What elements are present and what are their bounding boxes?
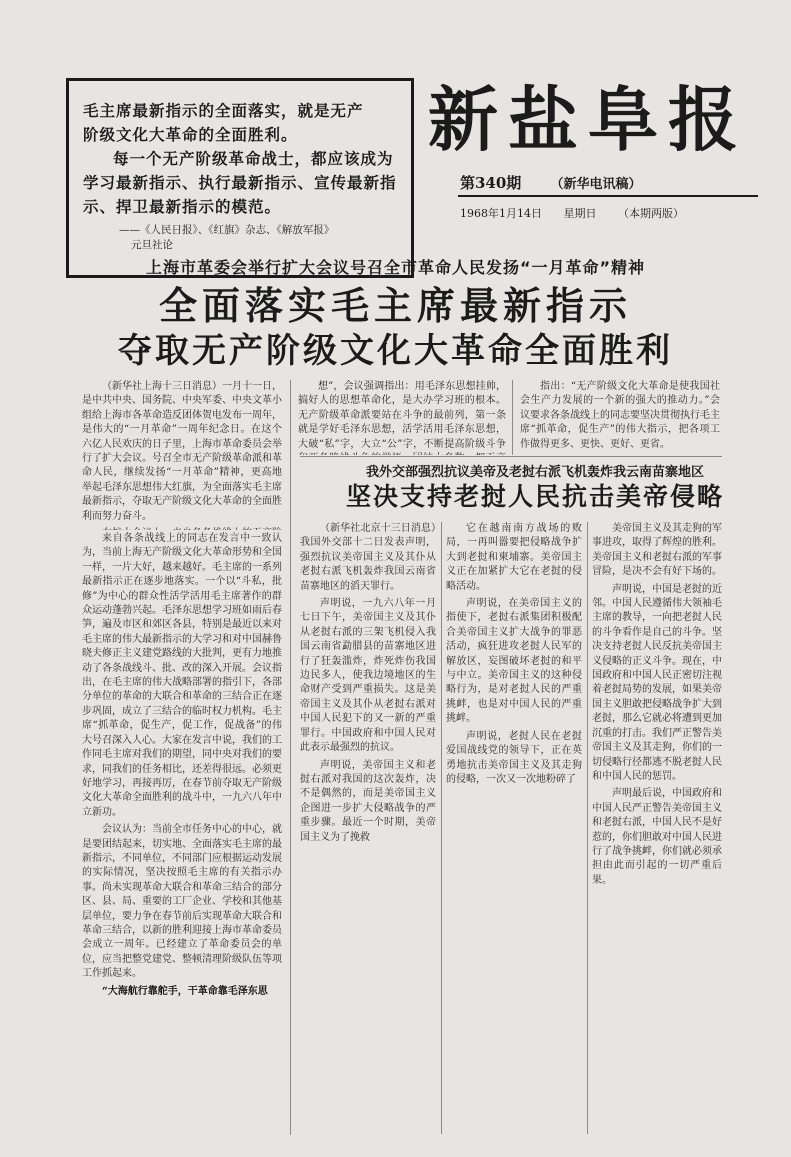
masthead-title: 新盐阜报: [428, 78, 748, 161]
masthead-rule: [458, 195, 758, 197]
quote-line: 阶级文化大革命的全面胜利。: [83, 125, 298, 144]
paragraph: 美帝国主义及其走狗的军事进攻，取得了辉煌的胜利。美帝国主义和老挝右派的军事冒险，是决不会有好下场的。: [592, 523, 722, 578]
lead-column-1: [82, 380, 282, 530]
paragraph: （新华社上海十三日消息）一月十一日，是中共中央、国务院、中央军委、中央文革小组给上海市各革命造反团体贺电发布一周年，是伟大的“一月革命”一周年纪念日。在这个六亿人民欢庆的日子里，上海市革命委员会举行了扩大会议。号召全市无产阶级革命派和革命人民，继续发扬“一月革命”精神，更高地举起毛泽东思想伟大红旗，为全面落实毛主席最新指示，夺取无产阶级文化大革命的全面胜利而努力奋斗。: [82, 381, 282, 522]
paragraph: 会议认为：当前全市任务中心的中心，就是要团结起来，切实地、全面落实毛主席的最新指示，不同单位，不同部门应根据运动发展的实际情况，坚决按照毛主席的有关指示办事。尚未实现革命大联合和革命三结合的部分区、县、局、重要的工厂企业、学校和其他基层单位，要力争在春节前后实现革命大联合和革命三结合，以新的胜利迎接上海市革命委员会成立一周年。已经建立了革命委员会的单位，应当把整党建党、整顿清理阶级队伍等项工作抓起来。: [82, 824, 282, 980]
sub-column-2: [446, 522, 582, 1134]
paragraph: 声明说，中国是老挝的近邻。中国人民遵循伟大领袖毛主席的教导，一向把老挝人民的斗争看作是自己的斗争。坚决支持老挝人民反抗美帝国主义侵略的正义斗争。现在，中国政府和中国人民正密切注视着老挝局势的发展，如果美帝国主义胆敢把侵略战争扩大到老挝，那么它就必将遭到更加沉重的打击。我们严正警告美帝国主义及其走狗，你们的一切侵略行径都逃不脱老挝人民和中国人民的惩罚。: [592, 583, 722, 782]
lead-headline: 全面落实毛主席最新指示: [158, 283, 632, 328]
lead-column-2-full: [298, 380, 506, 455]
column-rule: [441, 522, 442, 1134]
paragraph: 想”，会议强调指出：用毛泽东思想挂帅，搞好人的思想革命化，是大办学习班的根本。无产阶级革命派要站在斗争的最前列，第一条就是学好毛泽东思想，活学活用毛泽东思想，大破“私”字，大立“公”字，不断提高阶级斗争: [298, 381, 506, 450]
sub-column-3: [592, 522, 722, 1134]
sub-kicker: 我外交部强烈抗议美帝及老挝右派飞机轰炸我云南苗寨地区: [365, 465, 704, 480]
issue-weekday: 星期日: [563, 207, 597, 220]
paragraph: 指出：“无产阶级文化大革命是使我国社会生产力发展的一个新的强大的推动力。”会议要求各条战线上的同志要坚决贯彻执行毛主席“抓革命，促生产”的伟大指示，把各项工作做得更多、更快、更好、更省。: [520, 381, 720, 450]
sub-headline: 坚决支持老挝人民抗击美帝侵略: [345, 482, 724, 511]
issue-number: 第340期: [460, 174, 522, 192]
paragraph: 它在越南南方战场的败局，一再叫嚣要把侵略战争扩大到老挝和柬埔寨。美帝国主义正在加紧扩大它在老挝的侵略活动。: [446, 523, 582, 592]
lead-column-3: [520, 380, 720, 455]
paragraph: 声明说，在美帝国主义的指使下，老挝右派集团积极配合美帝国主义扩大战争的罪恶活动，疯狂进攻老挝人民军的解放区，妄图破坏老挝的和平与中立。美帝国主义的这种侵略行为，是对老挝人民的严重挑衅，也是对中国人民的严重挑衅。: [446, 598, 582, 725]
lead-subheadline: 夺取无产阶级文化大革命全面胜利: [118, 331, 673, 371]
paragraph: 声明说，美帝国主义和老挝右派对我国的这次轰炸，决不是偶然的，而是美帝国主义企图进一步扩大侵略战争的严重步骤。最近一个时期，美帝国主义为了挽救: [300, 759, 436, 843]
column-rule: [290, 380, 291, 1135]
paragraph: “大海航行靠舵手，干革命靠毛泽东思: [102, 985, 268, 997]
quote-line: 学习最新指示、执行最新指示、宣传最新指: [83, 173, 397, 192]
issue-date: 1968年1月14日: [460, 207, 542, 220]
sub-column-1: [300, 522, 436, 1134]
lead-kicker: 上海市革委会举行扩大会议号召全市革命人民发扬“一月革命”精神: [145, 258, 646, 277]
quote-source-date: 元旦社论: [131, 239, 173, 251]
issue-line: [460, 172, 642, 193]
column-rule: [587, 522, 588, 1134]
paragraph: 来自各条战线上的同志在发言中一致认为，当前上海无产阶级文化大革命形势和全国一样，一片大好，越来越好。毛主席的一系列最新指示正在逐步地落实。一个以“斗私，批修”为中心的群众性活学活用毛主席著作的群众运动蓬勃兴起。毛泽东思想学习班如雨后春笋，遍及市区和郊区各县，特别是最近以来对毛主席的伟大最新指示的大学习和对中国赫鲁晓夫修正主义建党路线的大批判，更有力地推动了各条战线斗、批、改的深入开展。会议指出，在毛主席的伟大战略部署的指引下，各部分单位的革命的大联合和革命的三结合正在逐步巩固，成立了三结合的临时权力机构。毛主席“抓革命，促生产，促工作，促战备”的伟大号召深入人心。大家在发言中说，我们的工作同毛主席对我们的期望，同中央对我们的要求，同我们的任务相比，还差得很远。必须更好地学习，再接再厉，在春节前夺取无产阶级文化大革命全面胜利的战斗中，一九六八年中立新功。: [82, 533, 282, 818]
section-rule: [300, 456, 722, 457]
quote-line: 示、捍卫最新指示的模范。: [83, 197, 282, 216]
column-rule: [512, 380, 513, 455]
quote-line: 每一个无产阶级革命战士，都应该成为: [113, 149, 394, 168]
edition-note: （本期两版）: [618, 207, 684, 220]
paragraph: （新华社北京十三日消息）我国外交部十二日发表声明，强烈抗议美帝国主义及其仆从老挝右派飞机轰炸我国云南省苗寨地区的滔天罪行。: [300, 523, 436, 592]
paragraph: 声明最后说，中国政府和中国人民严正警告美帝国主义和老挝右派，中国人民不是好惹的，你们胆敢对中国人民进行了战争挑衅，你们就必须承担由此而引起的一切严重后果。: [592, 788, 722, 886]
lead-column-1-lower: [82, 532, 282, 1132]
paragraph: 声明说，老挝人民在老挝爱国战线党的领导下，正在英勇地抗击美帝国主义及其走狗的侵略，一次又一次地粉碎了: [446, 730, 582, 785]
quote-line: 毛主席最新指示的全面落实，就是无产: [83, 101, 364, 120]
news-agency: （新华电讯稿）: [550, 177, 642, 192]
quote-source: ——《人民日报》、《红旗》杂志、《解放军报》: [119, 224, 335, 236]
quote-box: [66, 78, 414, 278]
dateline: [460, 205, 702, 221]
paragraph: 声明说，一九六八年一月七日下午，美帝国主义及其仆从老挝右派的三架飞机侵入我国云南省勐腊县的苗寨地区进行了狂轰滥炸，炸死炸伤我国边民多人，使我边境地区的生命财产受到严重损失。这是美帝国主义及其仆从老挝右派对中国人民犯下的又一新的严重罪行。中国政府和中国人民对此表示最强烈的抗议。: [300, 598, 436, 754]
paragraph: [82, 527, 282, 530]
